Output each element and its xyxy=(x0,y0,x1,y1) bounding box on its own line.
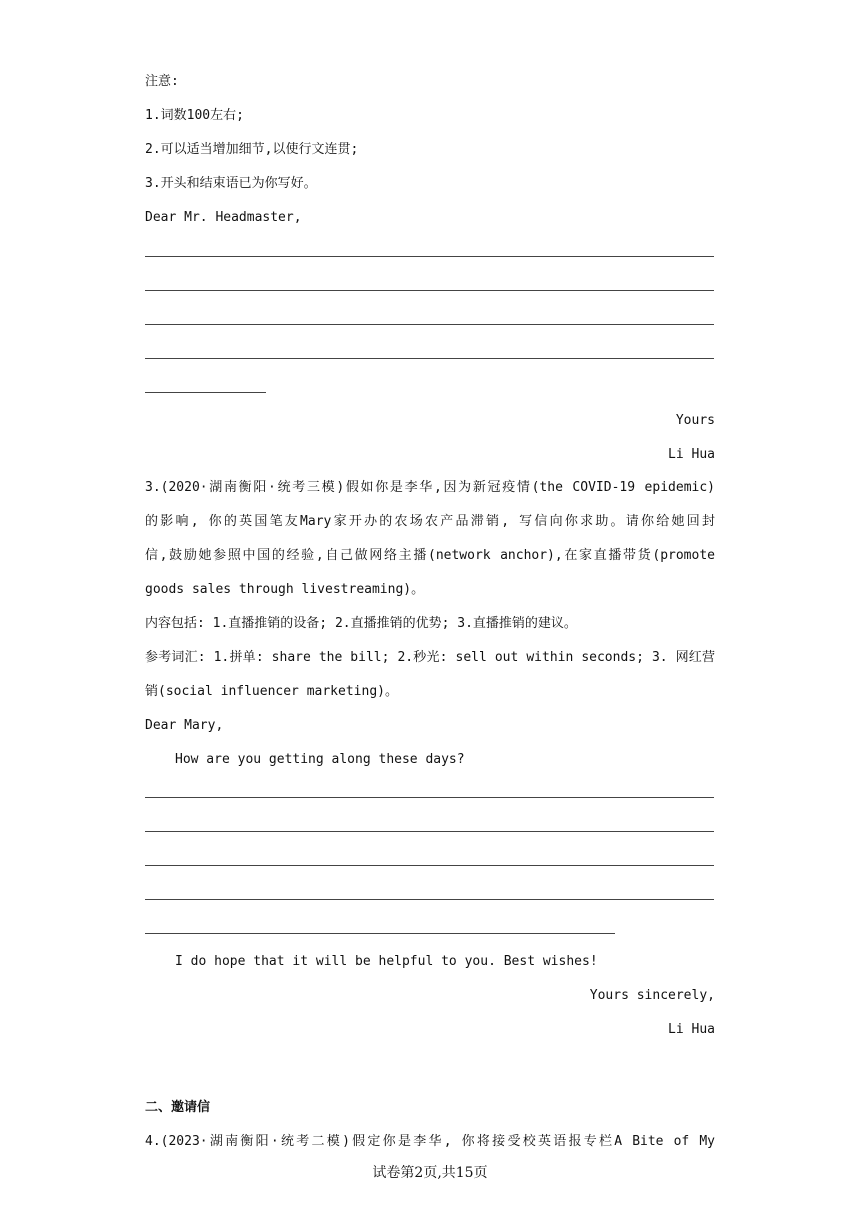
writing-line xyxy=(145,865,714,866)
question3-vocab-line-2: 销(social influencer marketing)。 xyxy=(145,684,398,699)
letter-salutation: Dear Mary, xyxy=(145,718,224,733)
letter-opening: How are you getting along these days? xyxy=(175,752,465,767)
letter-signature: Li Hua xyxy=(668,1022,715,1037)
note-item-2: 2.可以适当增加细节,以使行文连贯; xyxy=(145,142,359,157)
notes-title: 注意: xyxy=(145,74,179,89)
question3-vocab-line-1: 参考词汇: 1.拼单: share the bill; 2.秒光: sell out within seconds; 3. 网红营 xyxy=(145,650,715,665)
note-item-1: 1.词数100左右; xyxy=(145,108,244,123)
writing-line-short xyxy=(145,933,615,934)
writing-line xyxy=(145,797,714,798)
question4-line-1: 4.(2023·湖南衡阳·统考二模)假定你是李华, 你将接受校英语报专栏A Bite of My xyxy=(145,1134,715,1149)
letter-ending: I do hope that it will be helpful to you. Best wishes! xyxy=(175,954,598,969)
writing-line-short xyxy=(145,392,266,393)
writing-line xyxy=(145,256,714,257)
section-heading: 二、邀请信 xyxy=(145,1100,211,1115)
writing-line xyxy=(145,899,714,900)
question3-line-4: goods sales through livestreaming)。 xyxy=(145,582,425,597)
question3-line-1: 3.(2020·湖南衡阳·统考三模)假如你是李华,因为新冠疫情(the COVID-19 epidemic) xyxy=(145,480,715,495)
writing-line xyxy=(145,358,714,359)
page-footer: 试卷第2页,共15页 xyxy=(372,1165,488,1181)
letter-signature: Li Hua xyxy=(668,447,715,462)
writing-line xyxy=(145,324,714,325)
writing-line xyxy=(145,290,714,291)
letter-closing: Yours sincerely, xyxy=(589,988,715,1003)
question3-line-3: 信,鼓励她参照中国的经验,自己做网络主播(network anchor),在家直播带货(promote xyxy=(145,548,715,563)
writing-line xyxy=(145,831,714,832)
note-item-3: 3.开头和结束语已为你写好。 xyxy=(145,176,317,191)
question3-content: 内容包括: 1.直播推销的设备; 2.直播推销的优势; 3.直播推销的建议。 xyxy=(145,616,577,631)
letter-salutation: Dear Mr. Headmaster, xyxy=(145,210,302,225)
question3-line-2: 的影响, 你的英国笔友Mary家开办的农场农产品滞销, 写信向你求助。请你给她回封 xyxy=(145,514,715,529)
letter-closing: Yours xyxy=(675,413,715,428)
